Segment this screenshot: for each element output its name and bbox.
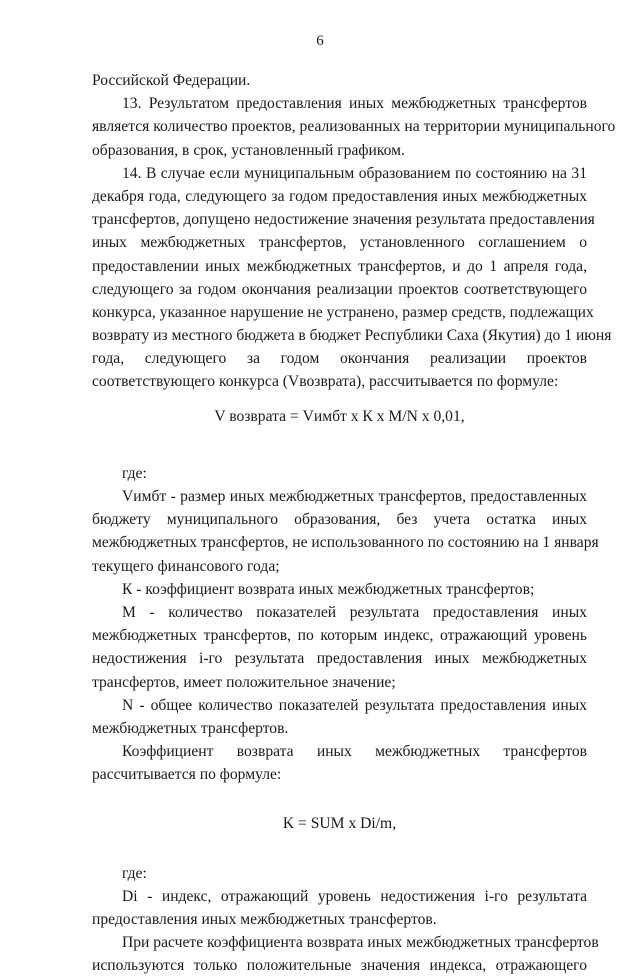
text-line: образования, в срок, установленный графиком. [92,141,405,159]
text-line: При расчете коэффициента возврата иных межбюджетных трансфертов [122,934,599,952]
text-line: 14. В случае если муниципальным образованием по состоянию на 31 [122,164,587,182]
where-label: где: [122,864,147,882]
text-line: бюджету муниципального образования, без учета остатка иных [92,511,587,529]
text-line: является количество проектов, реализованных на территории муниципального [92,118,616,136]
text-line: трансфертов, допущено недостижение значения результата предоставления [92,211,595,229]
text-line: Российской Федерации. [92,72,251,89]
text-line: трансфертов, имеет положительное значение; [92,673,396,691]
text-line: 13. Результатом предоставления иных межбюджетных трансфертов [122,95,587,113]
text-line: текущего финансового года; [92,557,280,575]
text-line: Vимбт - размер иных межбюджетных трансфертов, предоставленных [122,488,587,505]
text-line: рассчитывается по формуле: [92,766,282,784]
text-line: соответствующего конкурса (Vвозврата), рассчитывается по формуле: [92,373,559,391]
where-label: где: [122,464,147,482]
text-line: возврату из местного бюджета в бюджет Республики Саха (Якутия) до 1 июня [92,327,612,345]
text-line: года, следующего за годом окончания реализации проектов [92,350,587,368]
text-line: предоставления иных межбюджетных трансфертов. [92,911,437,928]
text-line: межбюджетных трансфертов. [92,719,289,737]
text-line: декабря года, следующего за годом предоставления иных межбюджетных [92,187,587,205]
text-line: межбюджетных трансфертов, по которым индекс, отражающий уровень [92,627,587,645]
text-line: следующего за годом окончания реализации проектов соответствующего [92,280,587,298]
text-line: Di - индекс, отражающий уровень недостижения i-го результата [122,887,587,905]
text-line: М - количество показателей результата предоставления иных [122,603,587,621]
document-body [92,69,616,978]
text-line: предоставлении иных межбюджетных трансфертов, и до 1 апреля года, [92,257,587,275]
text-line: используются только положительные значения индекса, отражающего [92,957,587,975]
page-number: 6 [316,33,324,49]
text-line: иных межбюджетных трансфертов, установленного соглашением о [92,234,587,252]
formula-k: K = SUM х Di/m, [282,815,397,833]
text-line: Коэффициент возврата иных межбюджетных трансфертов [122,743,587,761]
text-line: К - коэффициент возврата иных межбюджетных трансфертов; [122,580,535,598]
text-line: конкурса, указанное нарушение не устранено, размер средств, подлежащих [92,303,594,321]
formula-v-return: V возврата = Vимбт х К х M/N х 0,01, [214,407,465,425]
text-line: недостижения i-го результата предоставления иных межбюджетных [92,650,587,668]
text-line: N - общее количество показателей результата предоставления иных [122,696,587,714]
text-line: межбюджетных трансфертов, не использованного по состоянию на 1 января [92,534,599,552]
